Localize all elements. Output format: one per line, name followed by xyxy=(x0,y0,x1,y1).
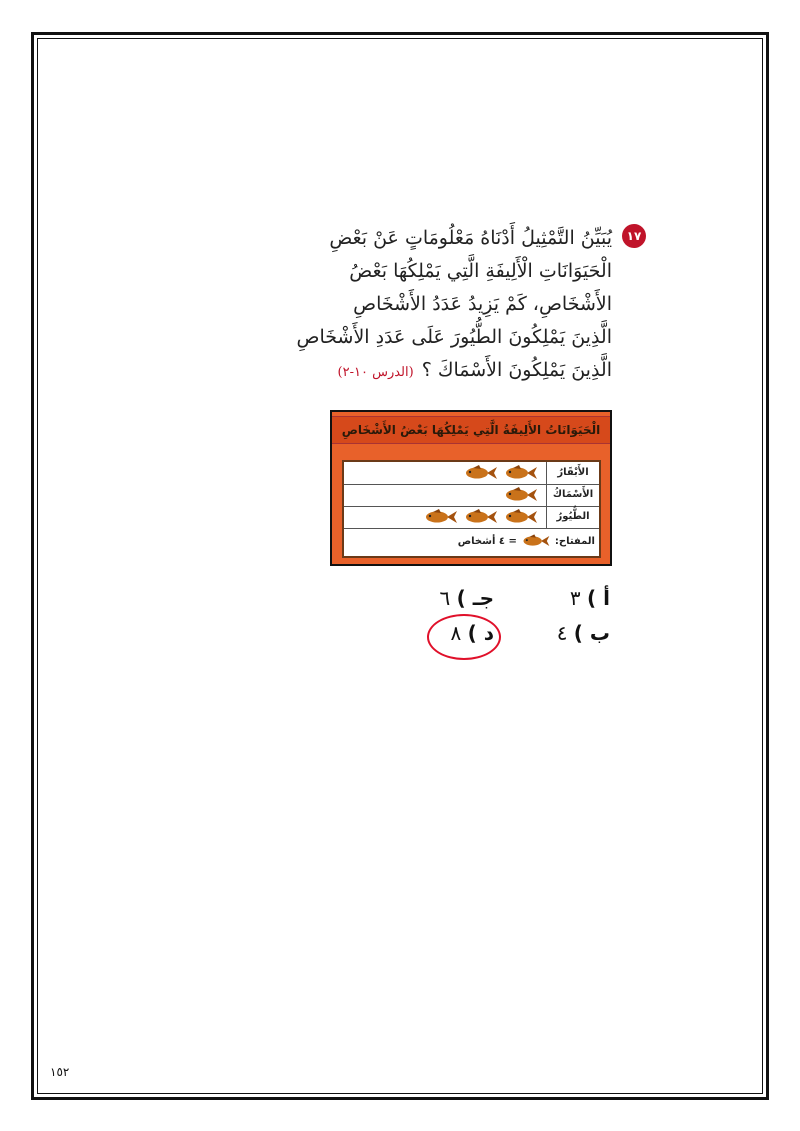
fish-icon xyxy=(423,509,459,525)
pictograph-row-cows xyxy=(344,462,599,485)
row-label-birds: الطُّيُورُ xyxy=(546,506,599,528)
row-label-fish: الأَسْمَاكُ xyxy=(546,484,599,506)
pictograph xyxy=(330,410,612,566)
lesson-reference: (الدرس ١٠-٢) xyxy=(337,365,414,380)
choice-c-value: ٦ xyxy=(439,586,451,610)
row-icons-birds xyxy=(423,509,539,525)
key-label: المفتاح: xyxy=(554,535,595,547)
choice-c[interactable] xyxy=(440,586,494,610)
pictograph-table xyxy=(342,460,601,558)
question-text-line-5 xyxy=(338,356,612,387)
question-17 xyxy=(296,214,646,394)
row-icons-fish xyxy=(503,487,539,503)
question-text-last: الَّذِينَ يَمْلِكُونَ الأَسْمَاكَ ؟ xyxy=(421,359,612,381)
choice-b-value: ٤ xyxy=(556,621,568,645)
fish-icon xyxy=(463,509,499,525)
choice-d-value: ٨ xyxy=(450,621,462,645)
row-icons-cows xyxy=(463,465,539,481)
pictograph-row-birds xyxy=(344,506,599,529)
question-number-badge: ١٧ xyxy=(622,224,646,248)
fish-icon xyxy=(503,465,539,481)
pictograph-title: الْحَيَوَانَاتُ الأَلِيفَةُ الَّتِي يَمْلِكُهَا بَعْضُ الأَشْخَاصِ xyxy=(332,416,610,444)
pictograph-key xyxy=(344,528,599,554)
choice-b[interactable] xyxy=(557,621,610,645)
question-text-line-4: الَّذِينَ يَمْلِكُونَ الطُّيُورَ عَلَى عَدَدِ الأَشْخَاصِ xyxy=(296,326,612,348)
fish-icon xyxy=(503,487,539,503)
fish-icon xyxy=(463,465,499,481)
choice-a[interactable] xyxy=(570,586,610,610)
pictograph-row-fish xyxy=(344,484,599,507)
fish-icon xyxy=(521,534,551,548)
choice-a-value: ٣ xyxy=(569,586,581,610)
page-number: ١٥٢ xyxy=(50,1065,70,1079)
selected-answer-circle xyxy=(427,614,501,660)
question-text-line-3: الأَشْخَاصِ، كَمْ يَزِيدُ عَدَدُ الأَشْخَاصِ xyxy=(353,293,612,315)
question-text-line-1: يُبَيِّنُ التَّمْثِيلُ أَدْنَاهُ مَعْلُومَاتٍ عَنْ بَعْضِ xyxy=(329,227,612,249)
key-value: = ٤ أشخاص xyxy=(457,535,517,547)
choice-c-label: جـ ) xyxy=(456,586,494,610)
page-border-inner xyxy=(37,38,763,1094)
fish-icon xyxy=(503,509,539,525)
key-fish-icon xyxy=(521,534,551,548)
choice-b-label: ب ) xyxy=(573,621,610,645)
row-label-cows: الأَبْقَارُ xyxy=(546,462,599,484)
choice-a-label: أ ) xyxy=(587,586,610,610)
question-text-line-2: الْحَيَوَانَاتِ الْأَلِيفَةِ الَّتِي يَمْلِكُهَا بَعْضُ xyxy=(349,260,612,282)
choice-d-label: د ) xyxy=(467,621,494,645)
